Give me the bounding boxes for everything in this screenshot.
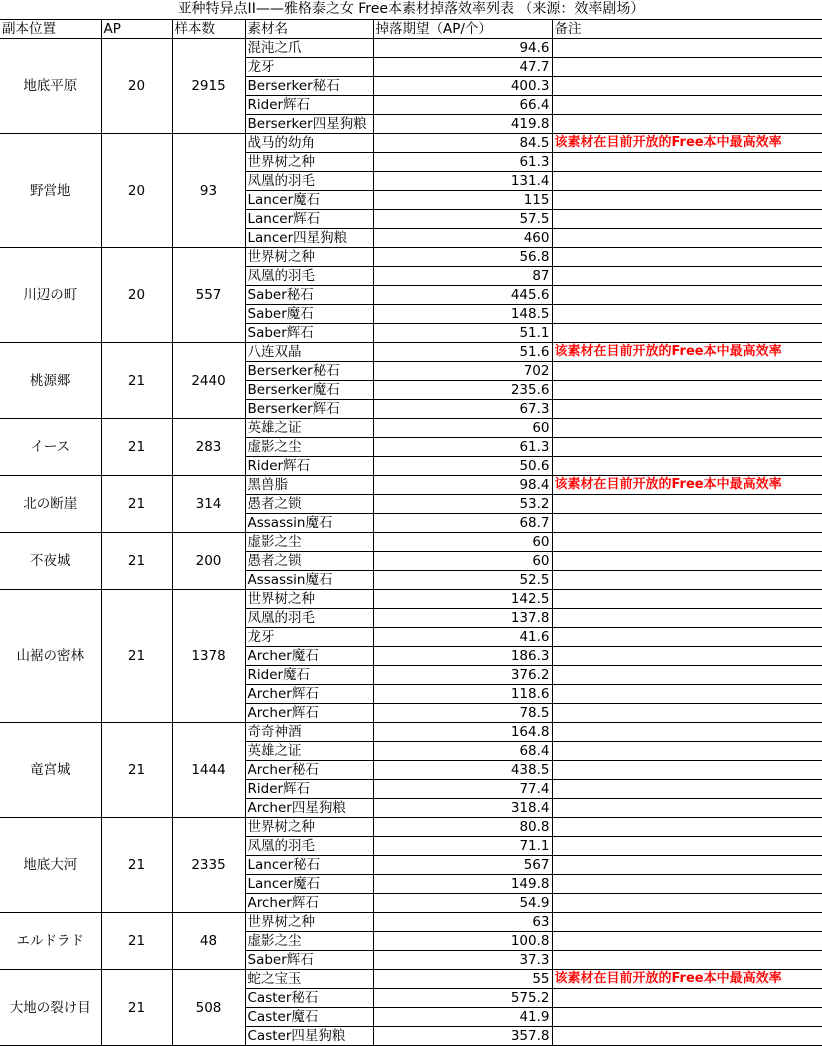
note-cell[interactable] [552,77,822,96]
note-cell[interactable] [552,324,822,343]
note-cell[interactable] [552,818,822,837]
drop-rate-cell[interactable]: 77.4 [373,780,552,799]
drop-rate-cell[interactable]: 51.1 [373,324,552,343]
ap-cell[interactable]: 21 [101,970,172,1046]
note-cell[interactable] [552,742,822,761]
samples-cell[interactable]: 1378 [172,590,245,723]
material-cell[interactable]: Rider魔石 [245,666,373,685]
material-cell[interactable]: 世界树之种 [245,913,373,932]
table-row [0,248,822,267]
sheet-title: 亚种特异点II——雅格泰之女 Free本素材掉落效率列表 （来源：效率剧场） [0,0,822,20]
note-cell[interactable] [552,153,822,172]
table-row [0,818,822,837]
location-cell[interactable]: 大地の裂け目 [0,970,101,1046]
drop-rate-cell[interactable]: 567 [373,856,552,875]
drop-rate-cell[interactable]: 61.3 [373,438,552,457]
drop-rate-cell[interactable]: 66.4 [373,96,552,115]
note-cell[interactable] [552,419,822,438]
drop-rate-cell[interactable]: 100.8 [373,932,552,951]
note-cell[interactable] [552,780,822,799]
table-row [0,39,822,58]
drop-rate-cell[interactable]: 41.6 [373,628,552,647]
material-cell[interactable]: 混沌之爪 [245,39,373,58]
drop-rate-cell[interactable]: 67.3 [373,400,552,419]
header-ap[interactable]: AP [101,20,172,39]
header-drop-rate[interactable]: 掉落期望（AP/个） [373,20,552,39]
header-material[interactable]: 素材名 [245,20,373,39]
drop-rate-cell[interactable]: 357.8 [373,1027,552,1046]
samples-cell[interactable]: 93 [172,134,245,248]
drop-rate-cell[interactable]: 94.6 [373,39,552,58]
drop-rate-cell[interactable]: 131.4 [373,172,552,191]
ap-cell[interactable]: 21 [101,818,172,913]
samples-cell[interactable]: 1444 [172,723,245,818]
material-cell[interactable]: Saber魔石 [245,305,373,324]
drop-rate-cell[interactable]: 68.4 [373,742,552,761]
ap-cell[interactable]: 21 [101,343,172,419]
location-cell[interactable]: 不夜城 [0,533,101,590]
ap-cell[interactable]: 20 [101,39,172,134]
material-cell[interactable]: Lancer秘石 [245,856,373,875]
drop-rate-cell[interactable]: 137.8 [373,609,552,628]
material-cell[interactable]: Rider辉石 [245,457,373,476]
drop-rate-cell[interactable]: 235.6 [373,381,552,400]
material-cell[interactable]: Saber辉石 [245,324,373,343]
note-cell[interactable] [552,400,822,419]
material-cell[interactable]: Rider辉石 [245,780,373,799]
note-cell[interactable] [552,761,822,780]
note-cell[interactable] [552,248,822,267]
material-cell[interactable]: 世界树之种 [245,153,373,172]
table-row [0,134,822,153]
samples-cell[interactable]: 48 [172,913,245,970]
drop-rate-cell[interactable]: 438.5 [373,761,552,780]
drop-rate-cell[interactable]: 55 [373,970,552,989]
material-cell[interactable]: Berserker辉石 [245,400,373,419]
samples-cell[interactable]: 2335 [172,818,245,913]
drop-rate-cell[interactable]: 575.2 [373,989,552,1008]
drop-rate-cell[interactable]: 702 [373,362,552,381]
note-cell[interactable] [552,210,822,229]
note-cell[interactable] [552,305,822,324]
material-cell[interactable]: Saber秘石 [245,286,373,305]
note-cell[interactable] [552,96,822,115]
material-cell[interactable]: Berserker魔石 [245,381,373,400]
drop-rate-cell[interactable]: 84.5 [373,134,552,153]
material-cell[interactable]: 虚影之尘 [245,533,373,552]
location-cell[interactable]: 竜宮城 [0,723,101,818]
note-cell[interactable] [552,932,822,951]
ap-cell[interactable]: 21 [101,533,172,590]
drop-rate-cell[interactable]: 98.4 [373,476,552,495]
note-cell[interactable] [552,799,822,818]
note-cell[interactable] [552,856,822,875]
material-cell[interactable]: Archer辉石 [245,704,373,723]
note-cell[interactable]: 该素材在目前开放的Free本中最高效率 [552,970,822,989]
note-cell[interactable] [552,191,822,210]
location-cell[interactable]: エルドラド [0,913,101,970]
drop-rate-cell[interactable]: 164.8 [373,723,552,742]
material-cell[interactable]: Archer魔石 [245,647,373,666]
samples-cell[interactable]: 2915 [172,39,245,134]
location-cell[interactable]: イース [0,419,101,476]
material-cell[interactable]: 愚者之锁 [245,495,373,514]
material-cell[interactable]: Archer秘石 [245,761,373,780]
table-row [0,419,822,438]
material-cell[interactable]: Lancer魔石 [245,191,373,210]
material-cell[interactable]: 凤凰的羽毛 [245,267,373,286]
samples-cell[interactable]: 314 [172,476,245,533]
drop-rate-cell[interactable]: 63 [373,913,552,932]
note-cell[interactable] [552,533,822,552]
material-cell[interactable]: Assassin魔石 [245,514,373,533]
drop-rate-cell[interactable]: 460 [373,229,552,248]
note-cell[interactable] [552,571,822,590]
samples-cell[interactable]: 200 [172,533,245,590]
drop-rate-cell[interactable]: 318.4 [373,799,552,818]
location-cell[interactable]: 野営地 [0,134,101,248]
material-cell[interactable]: Assassin魔石 [245,571,373,590]
note-cell[interactable] [552,457,822,476]
material-cell[interactable]: 世界树之种 [245,590,373,609]
drop-rate-cell[interactable]: 142.5 [373,590,552,609]
location-cell[interactable]: 北の断崖 [0,476,101,533]
drop-rate-cell[interactable]: 376.2 [373,666,552,685]
note-cell[interactable] [552,362,822,381]
material-cell[interactable]: 虚影之尘 [245,932,373,951]
drop-rate-cell[interactable]: 80.8 [373,818,552,837]
note-cell[interactable] [552,628,822,647]
note-cell[interactable] [552,837,822,856]
location-cell[interactable]: 地底平原 [0,39,101,134]
drop-rate-cell[interactable]: 78.5 [373,704,552,723]
drop-rate-cell[interactable]: 148.5 [373,305,552,324]
header-note[interactable]: 备注 [552,20,822,39]
note-cell[interactable] [552,875,822,894]
drop-rate-cell[interactable]: 61.3 [373,153,552,172]
samples-cell[interactable]: 283 [172,419,245,476]
drop-rate-cell[interactable]: 57.5 [373,210,552,229]
ap-cell[interactable]: 20 [101,134,172,248]
material-cell[interactable]: Berserker秘石 [245,77,373,96]
drop-rate-cell[interactable]: 71.1 [373,837,552,856]
note-cell[interactable] [552,685,822,704]
note-cell[interactable]: 该素材在目前开放的Free本中最高效率 [552,476,822,495]
note-cell[interactable] [552,1008,822,1027]
note-cell[interactable] [552,286,822,305]
material-cell[interactable]: Lancer魔石 [245,875,373,894]
location-cell[interactable]: 川辺の町 [0,248,101,343]
note-cell[interactable] [552,552,822,571]
table-row [0,723,822,742]
note-cell[interactable] [552,723,822,742]
note-cell[interactable] [552,172,822,191]
material-cell[interactable]: Saber辉石 [245,951,373,970]
header-row [0,20,822,39]
material-cell[interactable]: Archer四星狗粮 [245,799,373,818]
ap-cell[interactable]: 21 [101,723,172,818]
ap-cell[interactable]: 20 [101,248,172,343]
drop-rate-cell[interactable]: 47.7 [373,58,552,77]
material-cell[interactable]: Archer辉石 [245,894,373,913]
drop-rate-cell[interactable]: 41.9 [373,1008,552,1027]
drop-rate-cell[interactable]: 186.3 [373,647,552,666]
drop-rate-cell[interactable]: 87 [373,267,552,286]
material-cell[interactable]: Lancer四星狗粮 [245,229,373,248]
note-cell[interactable] [552,39,822,58]
drop-rate-cell[interactable]: 419.8 [373,115,552,134]
table-row [0,913,822,932]
note-cell[interactable] [552,115,822,134]
material-cell[interactable]: Rider辉石 [245,96,373,115]
note-cell[interactable] [552,58,822,77]
drop-rate-cell[interactable]: 68.7 [373,514,552,533]
ap-cell[interactable]: 21 [101,913,172,970]
drop-rate-cell[interactable]: 149.8 [373,875,552,894]
note-cell[interactable] [552,267,822,286]
header-location[interactable]: 副本位置 [0,20,101,39]
note-cell[interactable] [552,913,822,932]
note-cell[interactable] [552,666,822,685]
location-cell[interactable]: 桃源郷 [0,343,101,419]
material-cell[interactable]: Caster魔石 [245,1008,373,1027]
note-cell[interactable]: 该素材在目前开放的Free本中最高效率 [552,134,822,153]
drop-rate-cell[interactable]: 52.5 [373,571,552,590]
table-row [0,590,822,609]
table-row [0,343,822,362]
material-cell[interactable]: 虚影之尘 [245,438,373,457]
material-cell[interactable]: 愚者之锁 [245,552,373,571]
note-cell[interactable] [552,514,822,533]
material-cell[interactable]: Caster四星狗粮 [245,1027,373,1046]
material-cell[interactable]: 英雄之证 [245,419,373,438]
note-cell[interactable] [552,1027,822,1046]
note-cell[interactable] [552,704,822,723]
drop-rate-cell[interactable]: 51.6 [373,343,552,362]
material-cell[interactable]: 凤凰的羽毛 [245,837,373,856]
drop-rate-cell[interactable]: 118.6 [373,685,552,704]
material-cell[interactable]: 世界树之种 [245,818,373,837]
material-cell[interactable]: Lancer辉石 [245,210,373,229]
note-cell[interactable] [552,381,822,400]
material-cell[interactable]: 蛇之宝玉 [245,970,373,989]
note-cell[interactable] [552,989,822,1008]
drop-rate-cell[interactable]: 53.2 [373,495,552,514]
note-cell[interactable] [552,495,822,514]
note-cell[interactable] [552,590,822,609]
drop-rate-cell[interactable]: 50.6 [373,457,552,476]
material-cell[interactable]: 英雄之证 [245,742,373,761]
header-samples[interactable]: 样本数 [172,20,245,39]
note-cell[interactable] [552,951,822,970]
drop-rate-cell[interactable]: 400.3 [373,77,552,96]
note-cell[interactable] [552,894,822,913]
material-cell[interactable]: Berserker秘石 [245,362,373,381]
samples-cell[interactable]: 557 [172,248,245,343]
ap-cell[interactable]: 21 [101,419,172,476]
drop-rate-table [0,20,822,1046]
material-cell[interactable]: 凤凰的羽毛 [245,172,373,191]
note-cell[interactable] [552,438,822,457]
note-cell[interactable]: 该素材在目前开放的Free本中最高效率 [552,343,822,362]
drop-rate-cell[interactable]: 54.9 [373,894,552,913]
table-body [0,20,822,1046]
ap-cell[interactable]: 21 [101,476,172,533]
table-row [0,970,822,989]
drop-rate-cell[interactable]: 115 [373,191,552,210]
location-cell[interactable]: 地底大河 [0,818,101,913]
drop-rate-cell[interactable]: 445.6 [373,286,552,305]
drop-rate-cell[interactable]: 60 [373,419,552,438]
note-cell[interactable] [552,647,822,666]
samples-cell[interactable]: 2440 [172,343,245,419]
material-cell[interactable]: 龙牙 [245,58,373,77]
material-cell[interactable]: Berserker四星狗粮 [245,115,373,134]
note-cell[interactable] [552,229,822,248]
ap-cell[interactable]: 21 [101,590,172,723]
material-cell[interactable]: 凤凰的羽毛 [245,609,373,628]
location-cell[interactable]: 山裾の密林 [0,590,101,723]
material-cell[interactable]: 黑兽脂 [245,476,373,495]
material-cell[interactable]: Caster秘石 [245,989,373,1008]
table-row [0,533,822,552]
drop-rate-cell[interactable]: 60 [373,533,552,552]
note-cell[interactable] [552,609,822,628]
material-cell[interactable]: Archer辉石 [245,685,373,704]
drop-rate-cell[interactable]: 37.3 [373,951,552,970]
samples-cell[interactable]: 508 [172,970,245,1046]
material-cell[interactable]: 八连双晶 [245,343,373,362]
table-row [0,476,822,495]
material-cell[interactable]: 龙牙 [245,628,373,647]
material-cell[interactable]: 奇奇神酒 [245,723,373,742]
drop-rate-cell[interactable]: 60 [373,552,552,571]
drop-rate-cell[interactable]: 56.8 [373,248,552,267]
material-cell[interactable]: 世界树之种 [245,248,373,267]
material-cell[interactable]: 战马的幼角 [245,134,373,153]
